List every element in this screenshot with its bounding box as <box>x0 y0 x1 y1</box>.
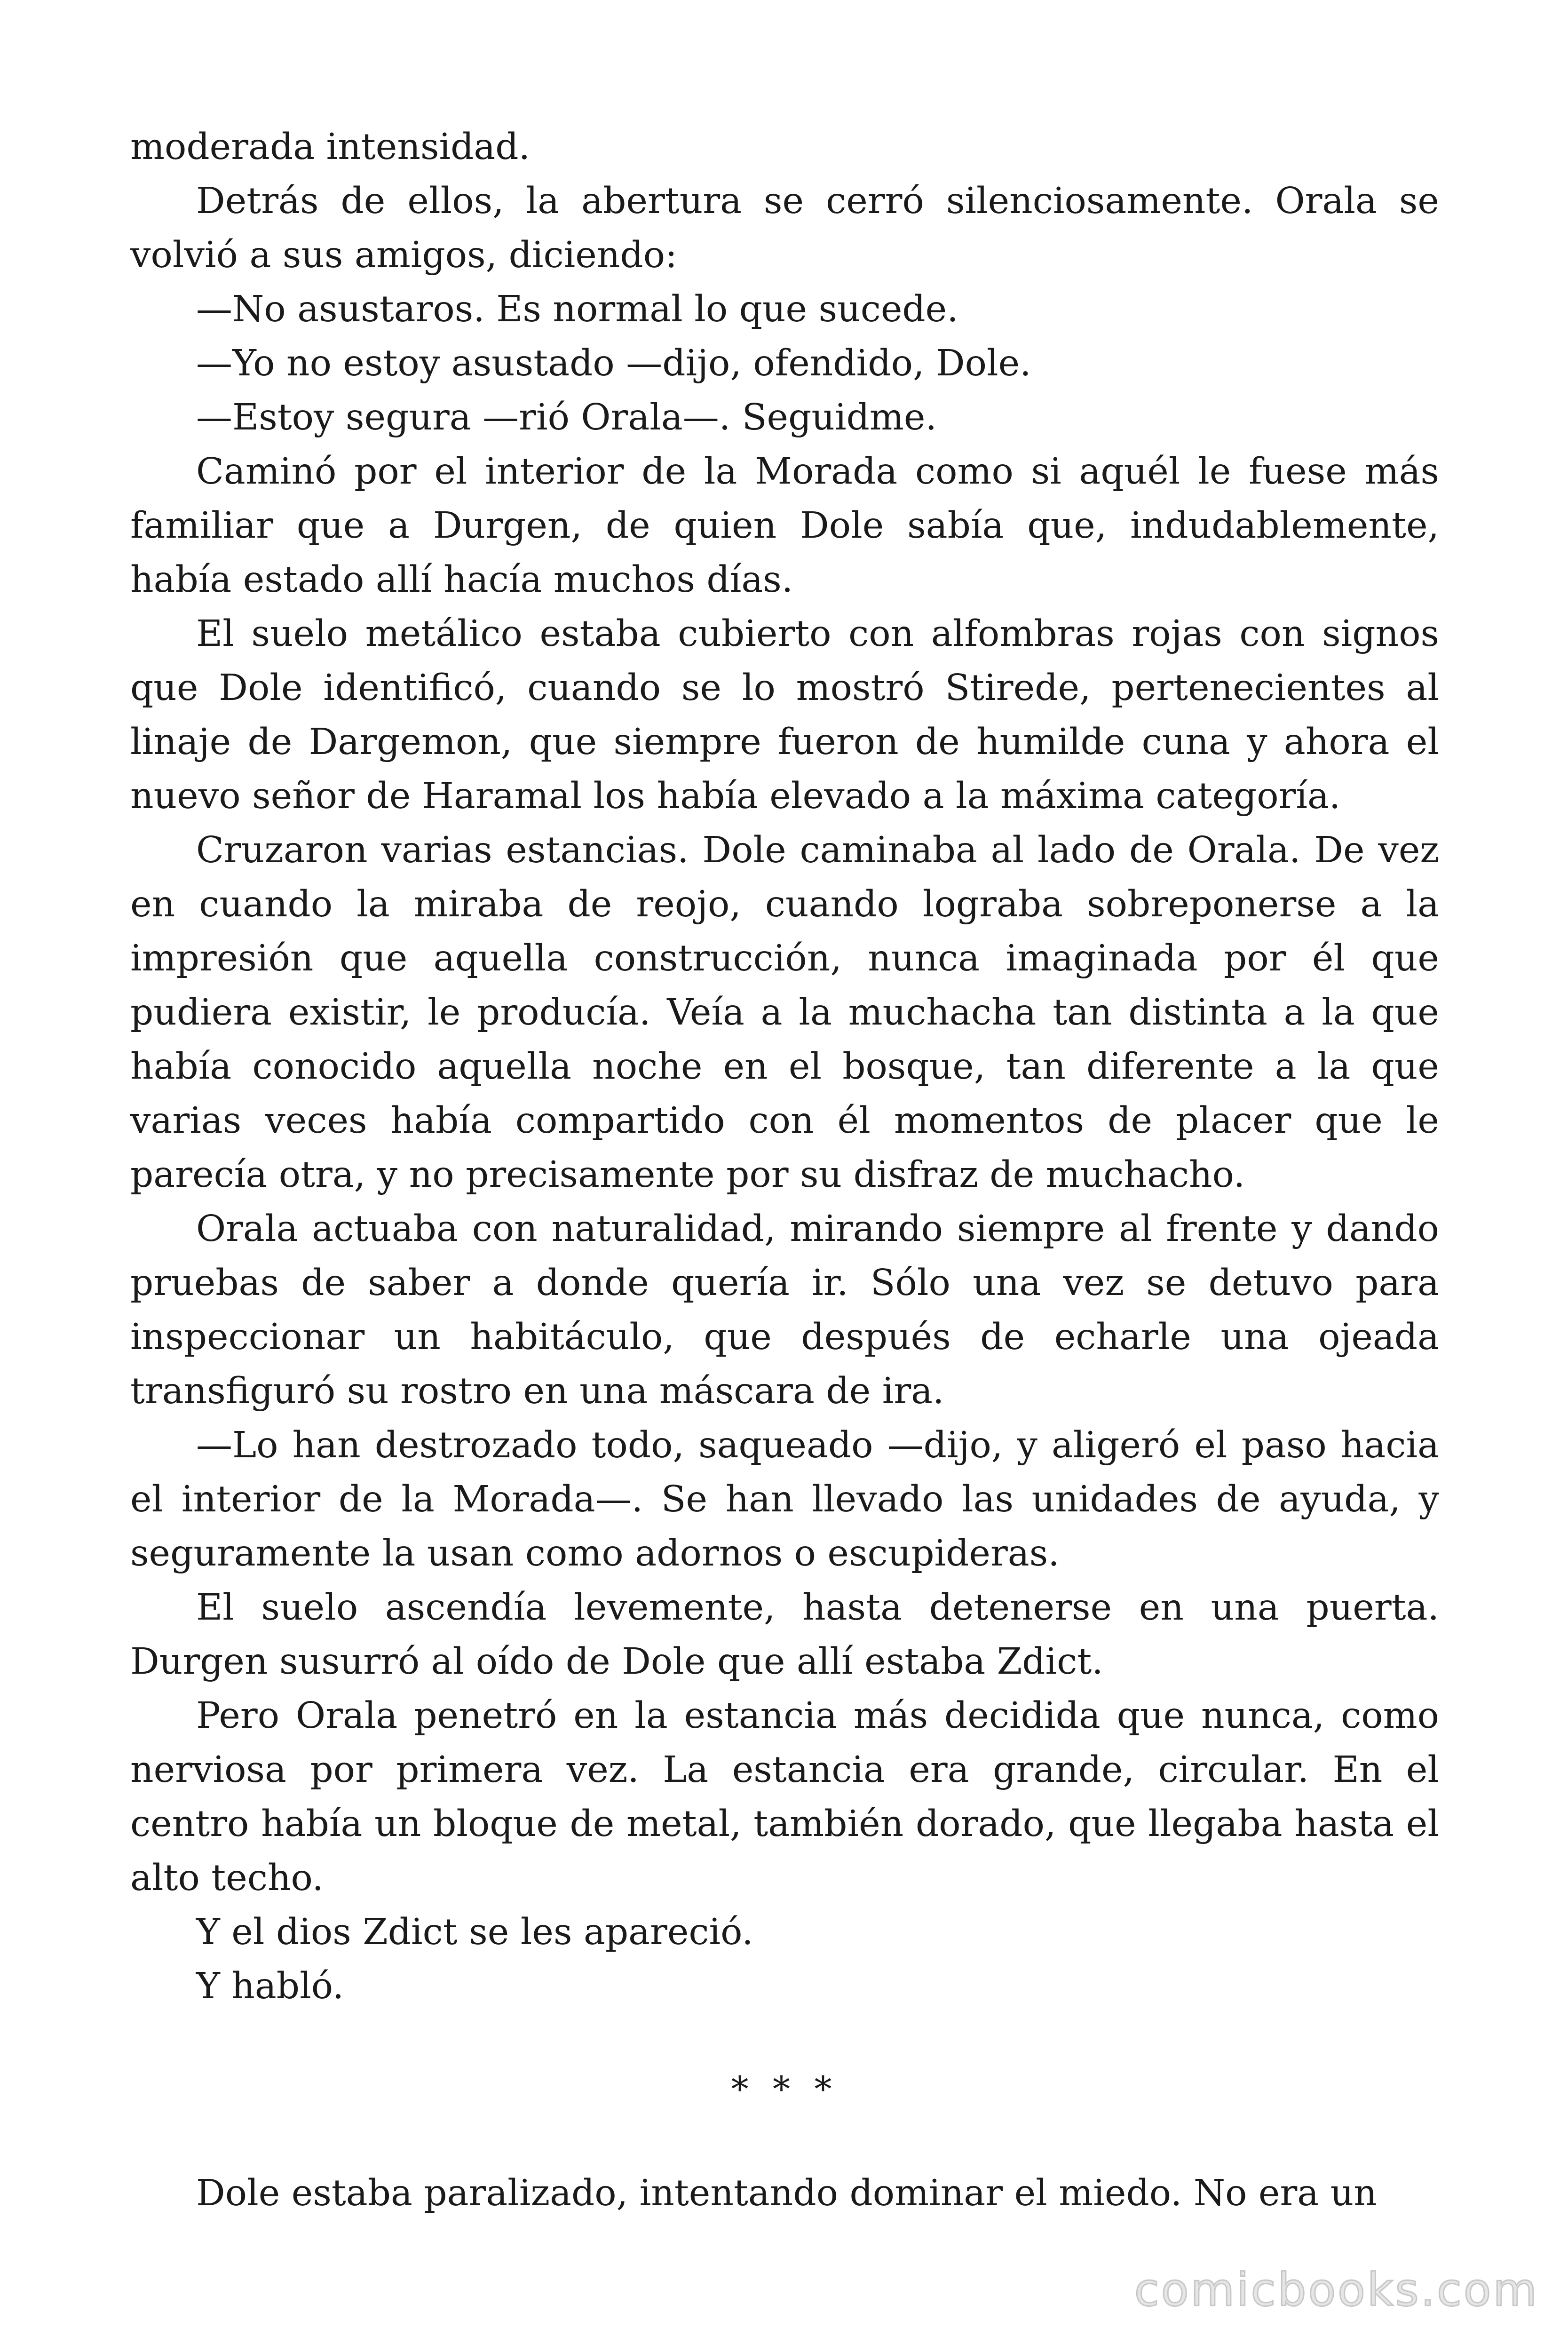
paragraph: Cruzaron varias estancias. Dole caminaba al lado de Orala. De vez en cuando la miraba de reojo, cuando lograba sobreponerse a la impresión que aquella construcción, nunca imaginada por él que pudiera existir, le producía. Veía a la muchacha tan distinta a la que había conocido aquella noche en el bosque, tan diferente a la que varias veces había compartido con él momentos de placer que le parecía otra, y no precisamente por su disfraz de muchacho. <box>130 829 1439 1196</box>
paragraph: moderada intensidad. <box>130 126 531 168</box>
paragraph: —Estoy segura —rió Orala—. Seguidme. <box>196 397 937 438</box>
paragraph: Y el dios Zdict se les apareció. <box>196 1911 753 1953</box>
page-body <box>130 120 1439 2220</box>
paragraph: —Yo no estoy asustado —dijo, ofendido, Dole. <box>196 342 1031 384</box>
watermark: comicbooks.com <box>1134 2264 1539 2316</box>
paragraph: Caminó por el interior de la Morada como si aquél le fuese más familiar que a Durgen, de quien Dole sabía que, indudablemente, había estado allí hacía muchos días. <box>130 451 1439 601</box>
paragraph: Pero Orala penetró en la estancia más decidida que nunca, como nerviosa por primera vez. La estancia era grande, circular. En el centro había un bloque de metal, también dorado, que llegaba hasta el alto techo. <box>130 1695 1439 1899</box>
section-separator: * * * <box>731 2069 839 2110</box>
paragraph: El suelo ascendía levemente, hasta detenerse en una puerta. Durgen susurró al oído de Dole que allí estaba Zdict. <box>130 1587 1439 1683</box>
paragraph: Orala actuaba con naturalidad, mirando siempre al frente y dando pruebas de saber a donde quería ir. Sólo una vez se detuvo para inspeccionar un habitáculo, que después de echarle una ojeada transfiguró su rostro en una máscara de ira. <box>130 1208 1439 1412</box>
paragraph: Dole estaba paralizado, intentando dominar el miedo. No era un <box>196 2172 1377 2214</box>
paragraph: —Lo han destrozado todo, saqueado —dijo, y aligeró el paso hacia el interior de la Morada—. Se han llevado las unidades de ayuda, y seguramente la usan como adornos o escupideras. <box>130 1424 1439 1574</box>
paragraph: Y habló. <box>196 1965 344 2007</box>
paragraph: El suelo metálico estaba cubierto con alfombras rojas con signos que Dole identificó, cuando se lo mostró Stirede, pertenecientes al linaje de Dargemon, que siempre fueron de humilde cuna y ahora el nuevo señor de Haramal los había elevado a la máxima categoría. <box>130 613 1439 817</box>
paragraph: Detrás de ellos, la abertura se cerró silenciosamente. Orala se volvió a sus amigos, diciendo: <box>130 180 1439 276</box>
paragraph: —No asustaros. Es normal lo que sucede. <box>196 288 958 330</box>
